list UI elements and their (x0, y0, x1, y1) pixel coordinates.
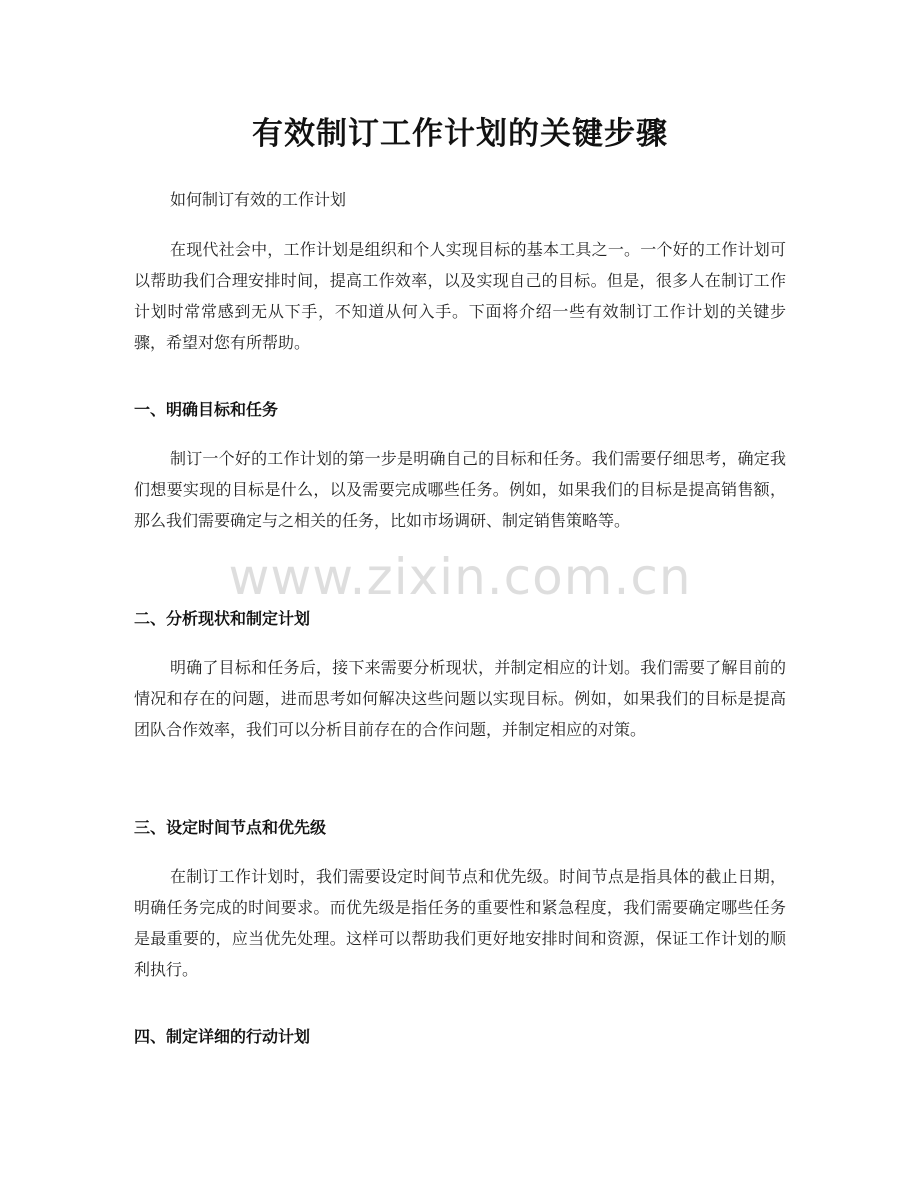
section-heading-2: 二、分析现状和制定计划 (134, 609, 311, 628)
section-body-3: 在制订工作计划时，我们需要设定时间节点和优先级。时间节点是指具体的截止日期，明确任务完成的时间要求。而优先级是指任务的重要性和紧急程度，我们需要确定哪些任务是最重要的，应当优先处理。这样可以帮助我们更好地安排时间和资源，保证工作计划的顺利执行。 (134, 867, 786, 979)
watermark: www.zixin.com.cn (228, 548, 692, 606)
section-heading-3: 三、设定时间节点和优先级 (134, 818, 327, 837)
section-heading-1: 一、明确目标和任务 (134, 400, 279, 419)
document-title: 有效制订工作计划的关键步骤 (252, 116, 668, 152)
section-heading-4: 四、制定详细的行动计划 (134, 1027, 311, 1046)
section-body-1: 制订一个好的工作计划的第一步是明确自己的目标和任务。我们需要仔细思考，确定我们想要实现的目标是什么，以及需要完成哪些任务。例如，如果我们的目标是提高销售额，那么我们需要确定与之相关的任务，比如市场调研、制定销售策略等。 (134, 449, 786, 530)
section-body-2: 明确了目标和任务后，接下来需要分析现状，并制定相应的计划。我们需要了解目前的情况和存在的问题，进而思考如何解决这些问题以实现目标。例如，如果我们的目标是提高团队合作效率，我们可以分析目前存在的合作问题，并制定相应的对策。 (134, 658, 786, 739)
document-subtitle: 如何制订有效的工作计划 (170, 190, 347, 209)
intro-paragraph: 在现代社会中，工作计划是组织和个人实现目标的基本工具之一。一个好的工作计划可以帮助我们合理安排时间，提高工作效率，以及实现自己的目标。但是，很多人在制订工作计划时常常感到无从下手，不知道从何入手。下面将介绍一些有效制订工作计划的关键步骤，希望对您有所帮助。 (134, 240, 786, 352)
